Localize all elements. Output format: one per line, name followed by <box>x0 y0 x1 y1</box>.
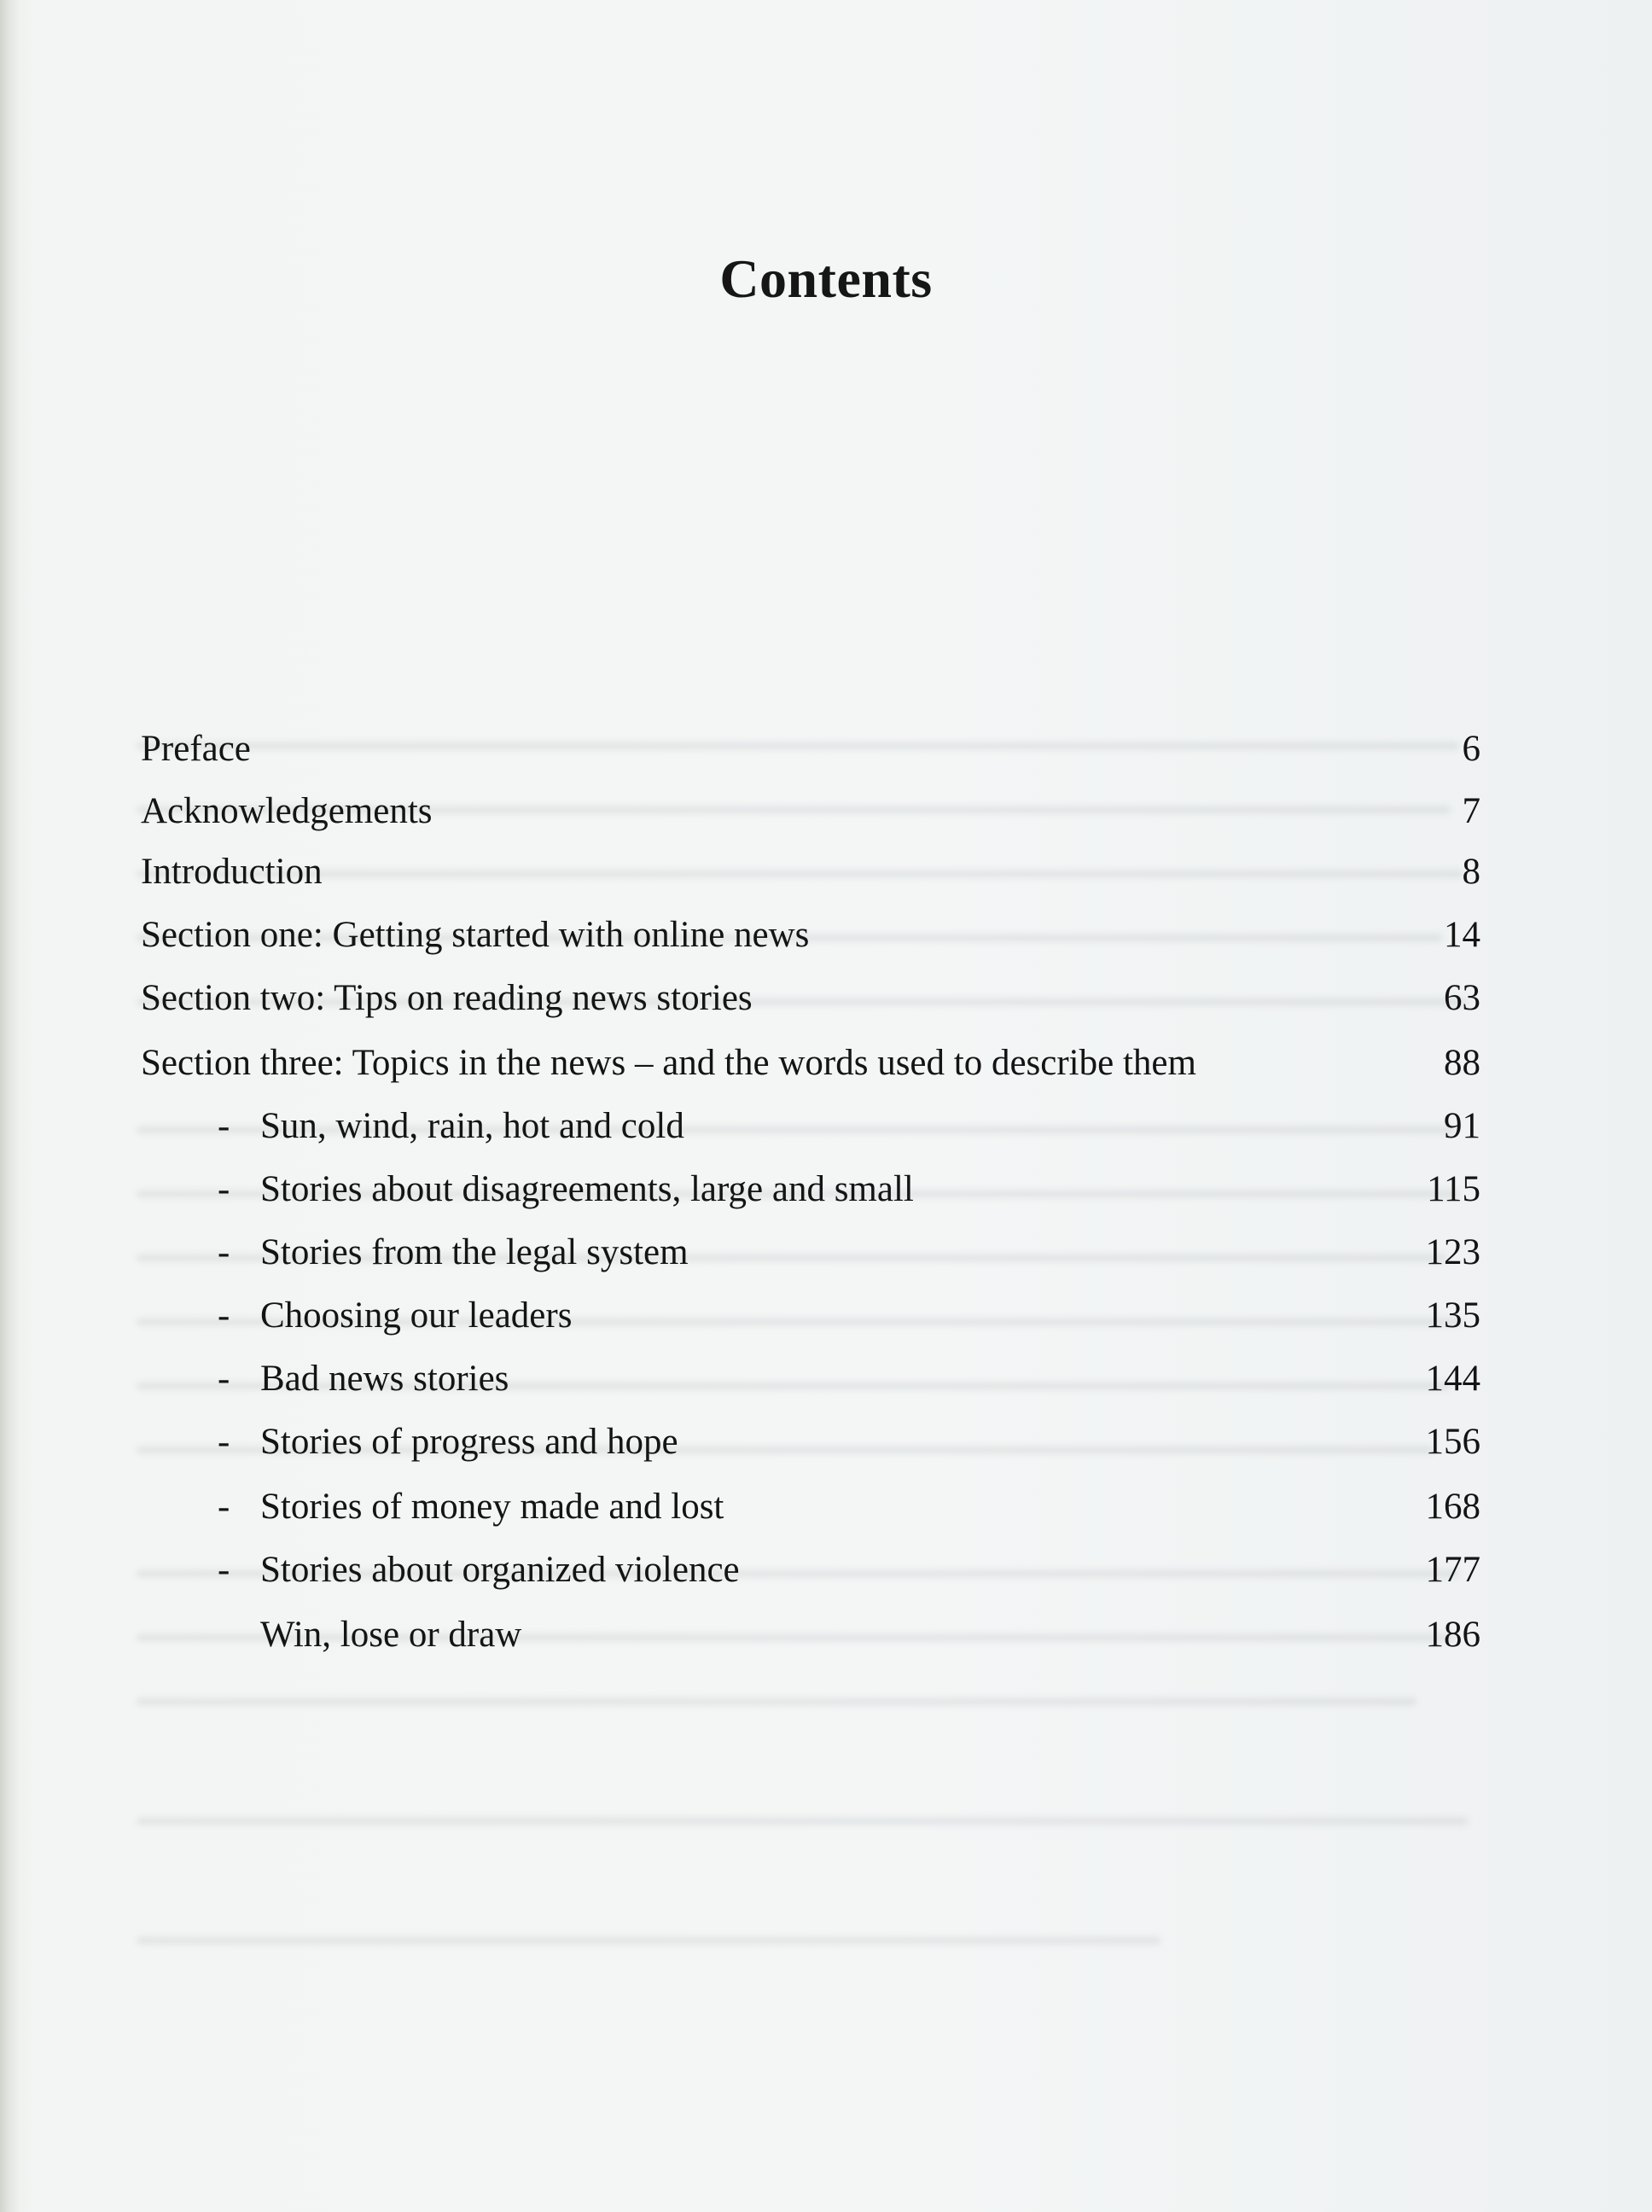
toc-subentry <box>141 1290 1480 1342</box>
toc-entry-label: Introduction <box>141 852 323 892</box>
toc-subentry-dash: - <box>218 1359 230 1399</box>
toc-entry-page: 7 <box>1462 791 1480 831</box>
toc-subentry-label: Stories of money made and lost <box>260 1487 724 1527</box>
toc-subentry <box>141 1545 1480 1596</box>
toc-subentry-page: 135 <box>1425 1295 1480 1336</box>
toc-entry <box>141 1038 1480 1089</box>
toc-subentry <box>141 1417 1480 1468</box>
toc-entry-label: Section two: Tips on reading news stories <box>141 978 753 1018</box>
toc-entry-page: 8 <box>1462 852 1480 892</box>
toc-subentry <box>141 1164 1480 1215</box>
toc-subentry-page: 115 <box>1427 1169 1480 1209</box>
page-title: Contents <box>719 248 933 309</box>
toc-subentry-label: Stories from the legal system <box>260 1232 689 1272</box>
toc-subentry-dash: - <box>218 1422 230 1462</box>
toc-subentry-label: Win, lose or draw <box>260 1615 522 1655</box>
toc-entry-label: Preface <box>141 729 251 769</box>
toc-entry-label: Section three: Topics in the news – and the words used to describe them <box>141 1043 1196 1083</box>
toc-subentry <box>141 1101 1480 1152</box>
toc-subentry-page: 144 <box>1425 1359 1480 1399</box>
toc-entry-page: 14 <box>1444 915 1480 955</box>
toc-subentry-label: Stories about disagreements, large and small <box>260 1169 914 1209</box>
toc-subentry <box>141 1481 1480 1533</box>
toc-subentry-dash: - <box>218 1169 230 1209</box>
toc-subentry <box>141 1610 1480 1661</box>
toc-subentry-dash: - <box>218 1487 230 1527</box>
toc-subentry-label: Stories of progress and hope <box>260 1422 678 1462</box>
toc-subentry-page: 186 <box>1425 1615 1480 1655</box>
toc-entry-label: Acknowledgements <box>141 791 433 831</box>
toc-entry <box>141 786 1480 837</box>
toc-subentry-label: Stories about organized violence <box>260 1550 740 1590</box>
toc-subentry-page: 91 <box>1444 1106 1480 1146</box>
toc-subentry-page: 123 <box>1425 1232 1480 1272</box>
page-gutter-shadow <box>0 0 19 2212</box>
toc-subentry-dash: - <box>218 1550 230 1590</box>
toc-subentry-label: Choosing our leaders <box>260 1295 573 1336</box>
toc-subentry-page: 156 <box>1425 1422 1480 1462</box>
toc-entry-page: 63 <box>1444 978 1480 1018</box>
toc-entry <box>141 724 1480 775</box>
toc-entry <box>141 910 1480 961</box>
toc-subentry-label: Sun, wind, rain, hot and cold <box>260 1106 684 1146</box>
toc-entry-label: Section one: Getting started with online news <box>141 915 810 955</box>
toc-subentry-dash: - <box>218 1295 230 1336</box>
toc-entry <box>141 847 1480 898</box>
toc-subentry-page: 177 <box>1425 1550 1480 1590</box>
toc-entry-page: 6 <box>1462 729 1480 769</box>
bleed-through-texture <box>137 708 1502 1988</box>
toc-subentry-dash: - <box>218 1232 230 1272</box>
toc-subentry <box>141 1353 1480 1405</box>
toc-subentry-dash: - <box>218 1106 230 1146</box>
toc-subentry-page: 168 <box>1425 1487 1480 1527</box>
toc-entry <box>141 973 1480 1024</box>
toc-entry-page: 88 <box>1444 1043 1480 1083</box>
toc-subentry-label: Bad news stories <box>260 1359 509 1399</box>
toc-subentry <box>141 1227 1480 1278</box>
